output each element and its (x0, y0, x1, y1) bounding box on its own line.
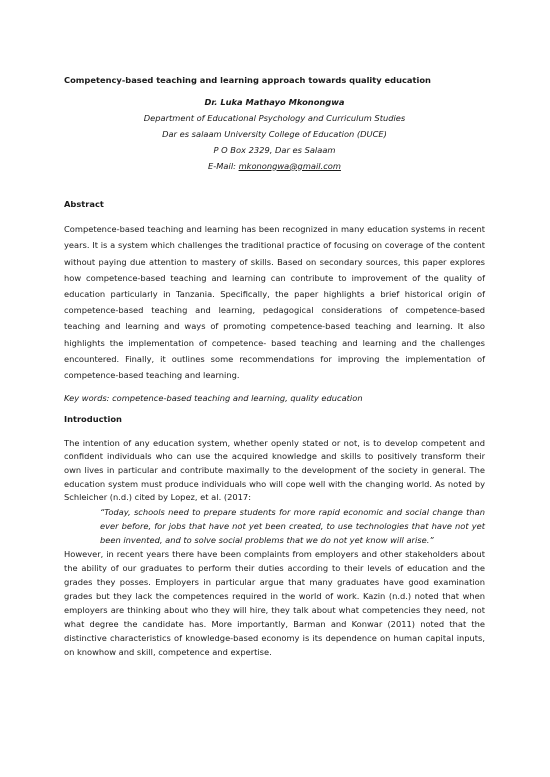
abstract-text: Competence-based teaching and learning has been recognized in many education systems in recent years. It is a system which challenges the traditional practice of focusing on coverage of the content without paying due attention to mastery of skills. Based on secondary sources, this paper explores how competence-based teaching and learning can contribute to improvement of the quality of education particularly in Tanzania. Specifically, the paper highlights a brief historical origin of competence-based teaching and learning, pedagogical considerations of competence-based teaching and learning and ways of promoting competence-based teaching and learning. It also highlights the implementation of competence- based teaching and learning and the challenges encountered. Finally, it outlines some recommendations for improving the implementation of competence-based teaching and learning. (64, 224, 485, 381)
block-quote: “Today, schools need to prepare students for more rapid economic and social change than ever before, for jobs that have not yet been created, to use technologies that have not yet been invented, and to solve social problems that we do not yet know will arise.” (100, 506, 485, 545)
email-label: E-Mail: (208, 160, 239, 171)
page-content (64, 74, 485, 659)
author-email-line (64, 158, 485, 174)
author-block (64, 94, 485, 174)
paper-title: Competency-based teaching and learning approach towards quality education (64, 75, 431, 85)
author-department: Department of Educational Psychology and Curriculum Studies (143, 112, 406, 123)
abstract-heading: Abstract (64, 198, 104, 209)
email-link[interactable]: mkonongwa@gmail.com (238, 160, 341, 171)
author-institution: Dar es salaam University College of Education (DUCE) (162, 128, 387, 139)
introduction-paragraph-2: However, in recent years there have been complaints from employers and other stakeholders about the ability of our graduates to perform their duties according to their levels of education and the grades they posses. Employers in particular argue that many graduates have good examination grades but they lack the competences required in the world of work. Kazin (n.d.) noted that when employers are thinking about who they will hire, they talk about what competencies they need, not what degree the candidate has. More importantly, Barman and Konwar (2011) noted that the distinctive characteristics of knowledge-based economy is its dependence on human capital inputs, on knowhow and skill, competence and expertise. (64, 548, 485, 657)
author-name: Dr. Luka Mathayo Mkonongwa (204, 96, 345, 107)
introduction-paragraph-1: The intention of any education system, whether openly stated or not, is to develop competent and confident individuals who can use the acquired knowledge and skills to positively transform their own lives in particular and contribute maximally to the development of the society in general. The education system must produce individuals who will cope well with the changing world. As noted by Schleicher (n.d.) cited by Lopez, et al. (2017: (64, 437, 485, 503)
keywords: Key words: competence-based teaching and learning, quality education (64, 393, 363, 404)
introduction-heading: Introduction (64, 414, 122, 425)
author-address: P O Box 2329, Dar es Salaam (213, 144, 336, 155)
